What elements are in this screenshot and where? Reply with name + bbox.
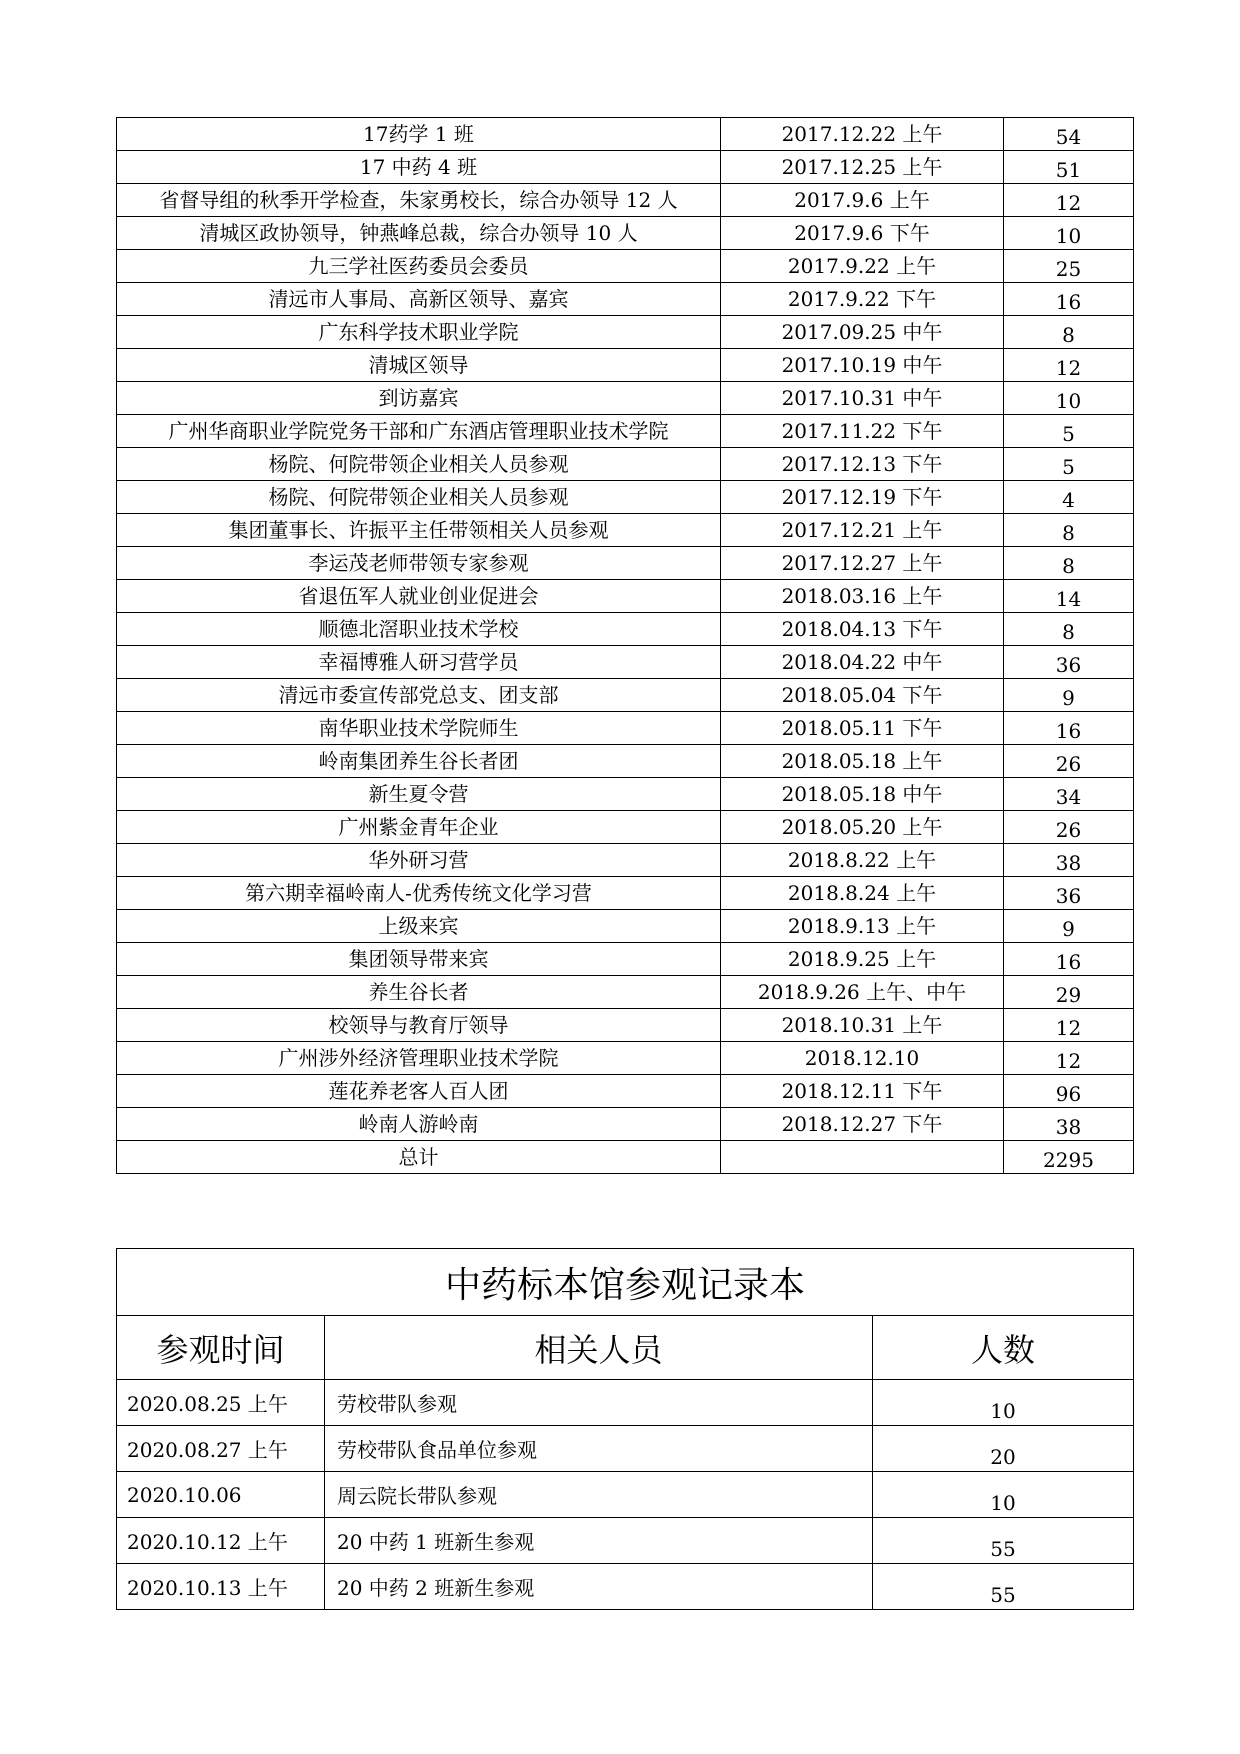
record-time: 2020.08.27 上午 bbox=[117, 1426, 325, 1472]
table-row bbox=[117, 877, 1134, 910]
visit-time: 2018.8.22 上午 bbox=[721, 844, 1004, 877]
table-row bbox=[117, 316, 1134, 349]
record-time: 2020.10.13 上午 bbox=[117, 1564, 325, 1610]
table-row bbox=[117, 382, 1134, 415]
visit-count: 10 bbox=[1004, 382, 1134, 415]
visit-time: 2018.05.18 中午 bbox=[721, 778, 1004, 811]
table-row bbox=[117, 1426, 1134, 1472]
record-count: 55 bbox=[873, 1518, 1134, 1564]
visit-count: 25 bbox=[1004, 250, 1134, 283]
visit-count: 8 bbox=[1004, 316, 1134, 349]
record-body bbox=[117, 1249, 1134, 1610]
visit-time: 2017.10.31 中午 bbox=[721, 382, 1004, 415]
visit-count: 4 bbox=[1004, 481, 1134, 514]
specimen-visit-record-table bbox=[116, 1248, 1134, 1610]
visit-time: 2017.12.19 下午 bbox=[721, 481, 1004, 514]
visit-time: 2018.8.24 上午 bbox=[721, 877, 1004, 910]
visit-group: 省督导组的秋季开学检查，朱家勇校长，综合办领导 12 人 bbox=[117, 184, 721, 217]
visit-group: 莲花养老客人百人团 bbox=[117, 1075, 721, 1108]
visit-group: 幸福博雅人研习营学员 bbox=[117, 646, 721, 679]
visit-count: 8 bbox=[1004, 514, 1134, 547]
visit-group: 17 中药 4 班 bbox=[117, 151, 721, 184]
visit-time: 2018.9.26 上午、中午 bbox=[721, 976, 1004, 1009]
record-title: 中药标本馆参观记录本 bbox=[117, 1249, 1134, 1316]
visit-count: 38 bbox=[1004, 844, 1134, 877]
record-people: 劳校带队参观 bbox=[325, 1380, 873, 1426]
table-row bbox=[117, 712, 1134, 745]
visit-group: 顺德北滘职业技术学校 bbox=[117, 613, 721, 646]
record-count: 10 bbox=[873, 1472, 1134, 1518]
visit-group: 集团董事长、许振平主任带领相关人员参观 bbox=[117, 514, 721, 547]
header-count: 人数 bbox=[873, 1316, 1134, 1380]
table-row bbox=[117, 217, 1134, 250]
visit-group: 到访嘉宾 bbox=[117, 382, 721, 415]
header-related-people: 相关人员 bbox=[325, 1316, 873, 1380]
visit-count: 12 bbox=[1004, 184, 1134, 217]
visit-group: 上级来宾 bbox=[117, 910, 721, 943]
visit-time: 2018.12.11 下午 bbox=[721, 1075, 1004, 1108]
record-count: 10 bbox=[873, 1380, 1134, 1426]
total-row bbox=[117, 1141, 1134, 1174]
table-row bbox=[117, 778, 1134, 811]
visit-group: 清城区领导 bbox=[117, 349, 721, 382]
table-row bbox=[117, 646, 1134, 679]
visit-time: 2018.05.18 上午 bbox=[721, 745, 1004, 778]
visit-group: 17药学 1 班 bbox=[117, 118, 721, 151]
table-row bbox=[117, 613, 1134, 646]
total-label: 总计 bbox=[117, 1141, 721, 1174]
visit-count: 10 bbox=[1004, 217, 1134, 250]
visit-group: 清远市人事局、高新区领导、嘉宾 bbox=[117, 283, 721, 316]
record-people: 20 中药 2 班新生参观 bbox=[325, 1564, 873, 1610]
table-row bbox=[117, 1380, 1134, 1426]
visit-count: 96 bbox=[1004, 1075, 1134, 1108]
table-row bbox=[117, 1042, 1134, 1075]
table-row bbox=[117, 1108, 1134, 1141]
visit-count: 16 bbox=[1004, 283, 1134, 316]
table-row bbox=[117, 1472, 1134, 1518]
table-row bbox=[117, 283, 1134, 316]
visit-group: 岭南集团养生谷长者团 bbox=[117, 745, 721, 778]
visit-group: 广州涉外经济管理职业技术学院 bbox=[117, 1042, 721, 1075]
visit-time: 2017.10.19 中午 bbox=[721, 349, 1004, 382]
visit-time: 2018.03.16 上午 bbox=[721, 580, 1004, 613]
record-time: 2020.08.25 上午 bbox=[117, 1380, 325, 1426]
visit-count: 14 bbox=[1004, 580, 1134, 613]
visit-time: 2017.9.6 上午 bbox=[721, 184, 1004, 217]
visit-time: 2018.04.13 下午 bbox=[721, 613, 1004, 646]
table-row bbox=[117, 481, 1134, 514]
visit-group: 岭南人游岭南 bbox=[117, 1108, 721, 1141]
visit-count: 51 bbox=[1004, 151, 1134, 184]
visit-time: 2018.05.20 上午 bbox=[721, 811, 1004, 844]
table-row bbox=[117, 679, 1134, 712]
visit-time: 2017.12.22 上午 bbox=[721, 118, 1004, 151]
visit-group: 集团领导带来宾 bbox=[117, 943, 721, 976]
table-row bbox=[117, 943, 1134, 976]
visit-count: 29 bbox=[1004, 976, 1134, 1009]
visit-group: 第六期幸福岭南人-优秀传统文化学习营 bbox=[117, 877, 721, 910]
visit-group: 清城区政协领导，钟燕峰总裁，综合办领导 10 人 bbox=[117, 217, 721, 250]
visit-group: 杨院、何院带领企业相关人员参观 bbox=[117, 481, 721, 514]
visit-count: 9 bbox=[1004, 910, 1134, 943]
visit-group: 李运茂老师带领专家参观 bbox=[117, 547, 721, 580]
visit-group: 校领导与教育厅领导 bbox=[117, 1009, 721, 1042]
visit-time: 2018.12.27 下午 bbox=[721, 1108, 1004, 1141]
visit-count: 26 bbox=[1004, 745, 1134, 778]
table-row bbox=[117, 415, 1134, 448]
visit-time: 2017.9.22 下午 bbox=[721, 283, 1004, 316]
visit-count: 16 bbox=[1004, 712, 1134, 745]
visit-time: 2018.12.10 bbox=[721, 1042, 1004, 1075]
visit-time: 2017.12.21 上午 bbox=[721, 514, 1004, 547]
visit-time: 2017.11.22 下午 bbox=[721, 415, 1004, 448]
visit-count: 12 bbox=[1004, 1009, 1134, 1042]
visit-time: 2017.12.13 下午 bbox=[721, 448, 1004, 481]
visit-group: 广东科学技术职业学院 bbox=[117, 316, 721, 349]
visit-group: 广州紫金青年企业 bbox=[117, 811, 721, 844]
visit-count: 26 bbox=[1004, 811, 1134, 844]
visit-time: 2017.9.22 上午 bbox=[721, 250, 1004, 283]
visit-group: 新生夏令营 bbox=[117, 778, 721, 811]
total-time bbox=[721, 1141, 1004, 1174]
visit-count: 8 bbox=[1004, 613, 1134, 646]
record-header-row bbox=[117, 1316, 1134, 1380]
record-people: 20 中药 1 班新生参观 bbox=[325, 1518, 873, 1564]
header-visit-time: 参观时间 bbox=[117, 1316, 325, 1380]
visit-time: 2018.9.13 上午 bbox=[721, 910, 1004, 943]
table-row bbox=[117, 184, 1134, 217]
visit-count: 36 bbox=[1004, 877, 1134, 910]
visit-count: 5 bbox=[1004, 448, 1134, 481]
table-row bbox=[117, 1075, 1134, 1108]
visit-time: 2018.9.25 上午 bbox=[721, 943, 1004, 976]
visit-log-body bbox=[117, 118, 1134, 1174]
table-row bbox=[117, 1564, 1134, 1610]
visit-count: 8 bbox=[1004, 547, 1134, 580]
table-row bbox=[117, 118, 1134, 151]
record-people: 劳校带队食品单位参观 bbox=[325, 1426, 873, 1472]
table-row bbox=[117, 448, 1134, 481]
visit-count: 54 bbox=[1004, 118, 1134, 151]
visit-count: 5 bbox=[1004, 415, 1134, 448]
table-row bbox=[117, 1518, 1134, 1564]
record-time: 2020.10.06 bbox=[117, 1472, 325, 1518]
visit-group: 省退伍军人就业创业促进会 bbox=[117, 580, 721, 613]
table-row bbox=[117, 250, 1134, 283]
visit-log-table bbox=[116, 117, 1134, 1174]
table-row bbox=[117, 514, 1134, 547]
visit-time: 2017.09.25 中午 bbox=[721, 316, 1004, 349]
visit-time: 2018.05.11 下午 bbox=[721, 712, 1004, 745]
record-time: 2020.10.12 上午 bbox=[117, 1518, 325, 1564]
visit-count: 12 bbox=[1004, 349, 1134, 382]
visit-count: 38 bbox=[1004, 1108, 1134, 1141]
visit-time: 2018.04.22 中午 bbox=[721, 646, 1004, 679]
table-row bbox=[117, 745, 1134, 778]
record-people: 周云院长带队参观 bbox=[325, 1472, 873, 1518]
visit-count: 12 bbox=[1004, 1042, 1134, 1075]
visit-time: 2018.10.31 上午 bbox=[721, 1009, 1004, 1042]
table-row bbox=[117, 811, 1134, 844]
visit-group: 华外研习营 bbox=[117, 844, 721, 877]
visit-time: 2018.05.04 下午 bbox=[721, 679, 1004, 712]
record-count: 20 bbox=[873, 1426, 1134, 1472]
visit-group: 南华职业技术学院师生 bbox=[117, 712, 721, 745]
table-row bbox=[117, 910, 1134, 943]
visit-group: 杨院、何院带领企业相关人员参观 bbox=[117, 448, 721, 481]
visit-group: 清远市委宣传部党总支、团支部 bbox=[117, 679, 721, 712]
table-row bbox=[117, 547, 1134, 580]
visit-count: 9 bbox=[1004, 679, 1134, 712]
table-row bbox=[117, 580, 1134, 613]
visit-time: 2017.12.27 上午 bbox=[721, 547, 1004, 580]
visit-count: 36 bbox=[1004, 646, 1134, 679]
visit-time: 2017.12.25 上午 bbox=[721, 151, 1004, 184]
total-count: 2295 bbox=[1004, 1141, 1134, 1174]
record-title-row bbox=[117, 1249, 1134, 1316]
visit-group: 养生谷长者 bbox=[117, 976, 721, 1009]
table-row bbox=[117, 151, 1134, 184]
visit-group: 广州华商职业学院党务干部和广东酒店管理职业技术学院 bbox=[117, 415, 721, 448]
visit-group: 九三学社医药委员会委员 bbox=[117, 250, 721, 283]
table-row bbox=[117, 976, 1134, 1009]
table-row bbox=[117, 349, 1134, 382]
record-count: 55 bbox=[873, 1564, 1134, 1610]
table-row bbox=[117, 1009, 1134, 1042]
visit-count: 16 bbox=[1004, 943, 1134, 976]
table-row bbox=[117, 844, 1134, 877]
visit-time: 2017.9.6 下午 bbox=[721, 217, 1004, 250]
visit-count: 34 bbox=[1004, 778, 1134, 811]
